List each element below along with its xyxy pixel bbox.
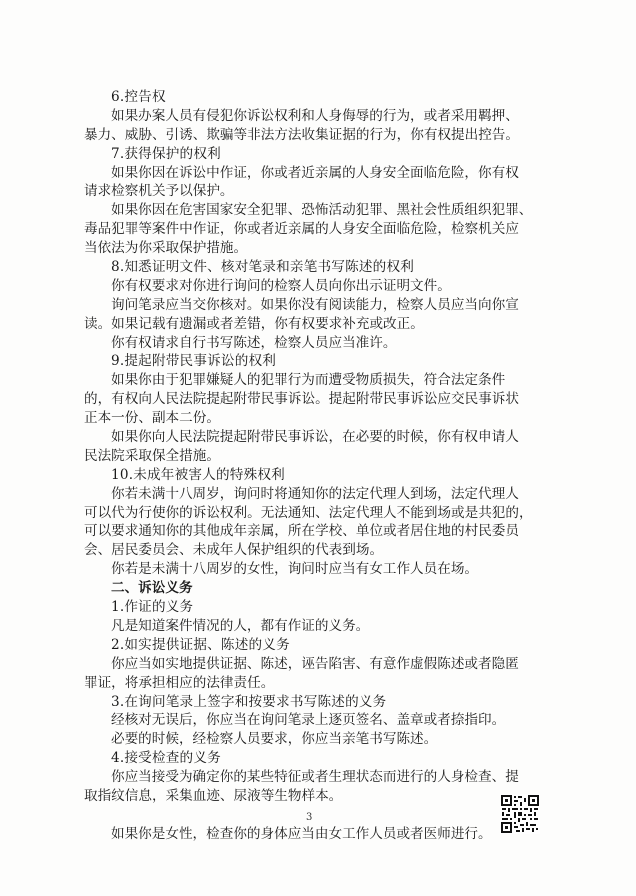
paragraph-line: 如果办案人员有侵犯你诉讼权利和人身侮辱的行为，或者采用羁押、: [111, 107, 519, 124]
paragraph-line: 凡是知道案件情况的人，都有作证的义务。: [111, 617, 370, 634]
section-heading-obligations: 二、诉讼义务: [111, 580, 193, 597]
paragraph-line: 如果你是女性，检查你的身体应当由女工作人员或者医师进行。: [111, 825, 492, 842]
paragraph-line: 如果你因在诉讼中作证，你或者近亲属的人身安全面临危险，你有权: [111, 164, 519, 181]
paragraph-line: 如果你向人民法院提起附带民事诉讼，在必要的时候，你有权申请人: [111, 429, 519, 446]
paragraph-line: 正本一份、副本二份。: [84, 410, 220, 427]
qr-code-icon: [500, 794, 540, 834]
qr-code-graphic: [500, 794, 540, 834]
heading-duty-truthful-evidence: 2.如实提供证据、陈述的义务: [111, 636, 290, 653]
paragraph-line: 民法院采取保全措施。: [84, 447, 220, 464]
heading-right-to-protection: 7.获得保护的权利: [111, 145, 221, 162]
paragraph-line: 经核对无误后，你应当在询问笔录上逐页签名、盖章或者捺指印。: [111, 712, 506, 729]
paragraph-line: 读。如果记载有遗漏或者差错，你有权要求补充或改正。: [84, 315, 424, 332]
paragraph-line: 毒品犯罪等案件中作证，你或者近亲属的人身安全面临危险，检察机关应: [84, 221, 519, 238]
paragraph-line: 如果你因在危害国家安全犯罪、恐怖活动犯罪、黑社会性质组织犯罪、: [111, 202, 533, 219]
heading-right-to-accuse: 6.控告权: [111, 89, 166, 105]
paragraph-line: 必要的时候，经检察人员要求，你应当亲笔书写陈述。: [111, 731, 438, 748]
heading-right-to-documents: 8.知悉证明文件、核对笔录和亲笔书写陈述的权利: [111, 259, 415, 276]
heading-duty-to-testify: 1.作证的义务: [111, 599, 194, 616]
blank-line: [84, 806, 554, 825]
document-body: [84, 88, 554, 844]
paragraph-line: 罪证，将承担相应的法律责任。: [84, 674, 275, 691]
paragraph-line: 你若是未满十八周岁的女性，询问时应当有女工作人员在场。: [111, 561, 479, 578]
paragraph-line: 你有权要求对你进行询问的检察人员向你出示证明文件。: [111, 277, 451, 294]
heading-duty-sign-record: 3.在询问笔录上签字和按要求书写陈述的义务: [111, 693, 387, 710]
paragraph-line: 询问笔录应当交你核对。如果你没有阅读能力，检察人员应当向你宣: [111, 296, 519, 313]
heading-minor-victim-rights: 10.未成年被害人的特殊权利: [111, 466, 285, 483]
paragraph-line: 可以代为行使你的诉讼权利。无法通知、法定代理人不能到场或是共犯的，: [84, 504, 533, 521]
paragraph-line: 如果你由于犯罪嫌疑人的犯罪行为而遭受物质损失，符合法定条件: [111, 372, 506, 389]
heading-civil-action-right: 9.提起附带民事诉讼的权利: [111, 353, 277, 370]
paragraph-line: 当依法为你采取保护措施。: [84, 240, 248, 257]
heading-duty-accept-examination: 4.接受检查的义务: [111, 750, 221, 767]
paragraph-line: 会、居民委员会、未成年人保护组织的代表到场。: [84, 542, 384, 559]
paragraph-line: 你应当接受为确定你的某些特征或者生理状态而进行的人身检查、提: [111, 769, 519, 786]
paragraph-line: 你若未满十八周岁，询问时将通知你的法定代理人到场，法定代理人: [111, 485, 519, 502]
paragraph-line: 的，有权向人民法院提起附带民事诉讼。提起附带民事诉讼应交民事诉状: [84, 391, 519, 408]
paragraph-line: 可以要求通知你的其他成年亲属，所在学校、单位或者居住地的村民委员: [84, 523, 519, 540]
paragraph-line: 你有权请求自行书写陈述，检察人员应当准许。: [111, 334, 397, 351]
paragraph-line: 请求检察机关予以保护。: [84, 183, 234, 200]
paragraph-line: 你应当如实地提供证据、陈述，诬告陷害、有意作虚假陈述或者隐匿: [111, 655, 519, 672]
paragraph-line: 取指纹信息，采集血迹、尿液等生物样本。: [84, 787, 343, 804]
page-number: 3: [306, 812, 313, 823]
paragraph-line: 暴力、威胁、引诱、欺骗等非法方法收集证据的行为，你有权提出控告。: [84, 126, 519, 143]
